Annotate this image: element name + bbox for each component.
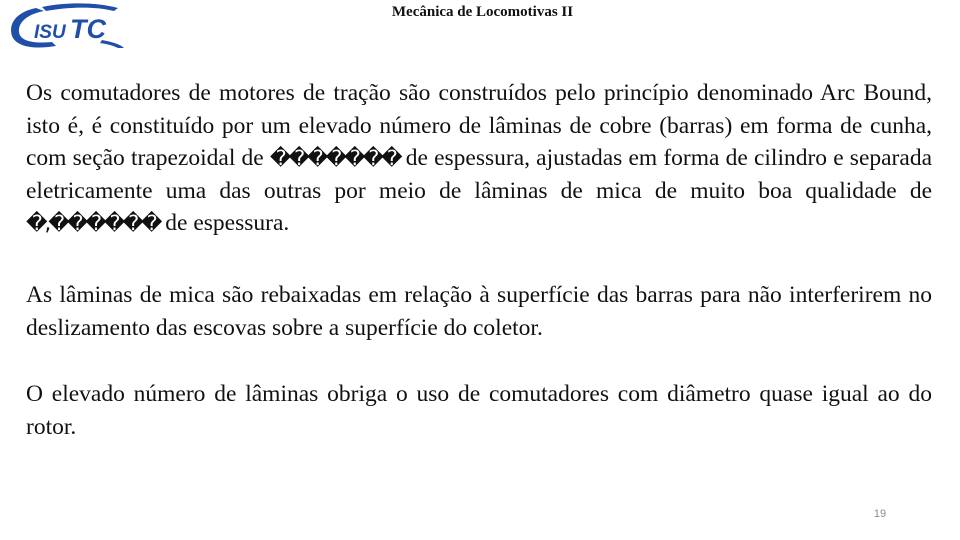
page-number: 19	[873, 508, 887, 520]
paragraph-1-text-c: de espessura.	[159, 210, 290, 236]
paragraph-1-text-b: de espessura, ajustadas em forma de cilindro e separada eletricamente uma das outras por meio de lâminas de mica de muito boa qualidade de	[26, 145, 932, 204]
paragraph-1	[26, 77, 932, 240]
paragraph-2: As lâminas de mica são rebaixadas em relação à superfície das barras para não interferirem no deslizamento das escovas sobre a superfície do coletor.	[26, 282, 932, 341]
garbled-value-2: �,������	[26, 211, 160, 235]
paragraph-3: O elevado número de lâminas obriga o uso de comutadores com diâmetro quase igual ao do rotor.	[26, 381, 932, 440]
logo-text-tc: TC	[70, 14, 106, 44]
garbled-value-1: �������	[269, 146, 400, 170]
paragraph-1-text-a: Os comutadores de motores de tração são construídos pelo princípio denominado Arc Bound, isto é, é constituído por um elevado número de lâminas de cobre (barras) em forma de cunha, com seção trapezoidal de	[26, 80, 932, 171]
logo-text-isu: ISU	[34, 22, 66, 43]
header-title: Mecânica de Locomotivas II	[391, 4, 574, 20]
